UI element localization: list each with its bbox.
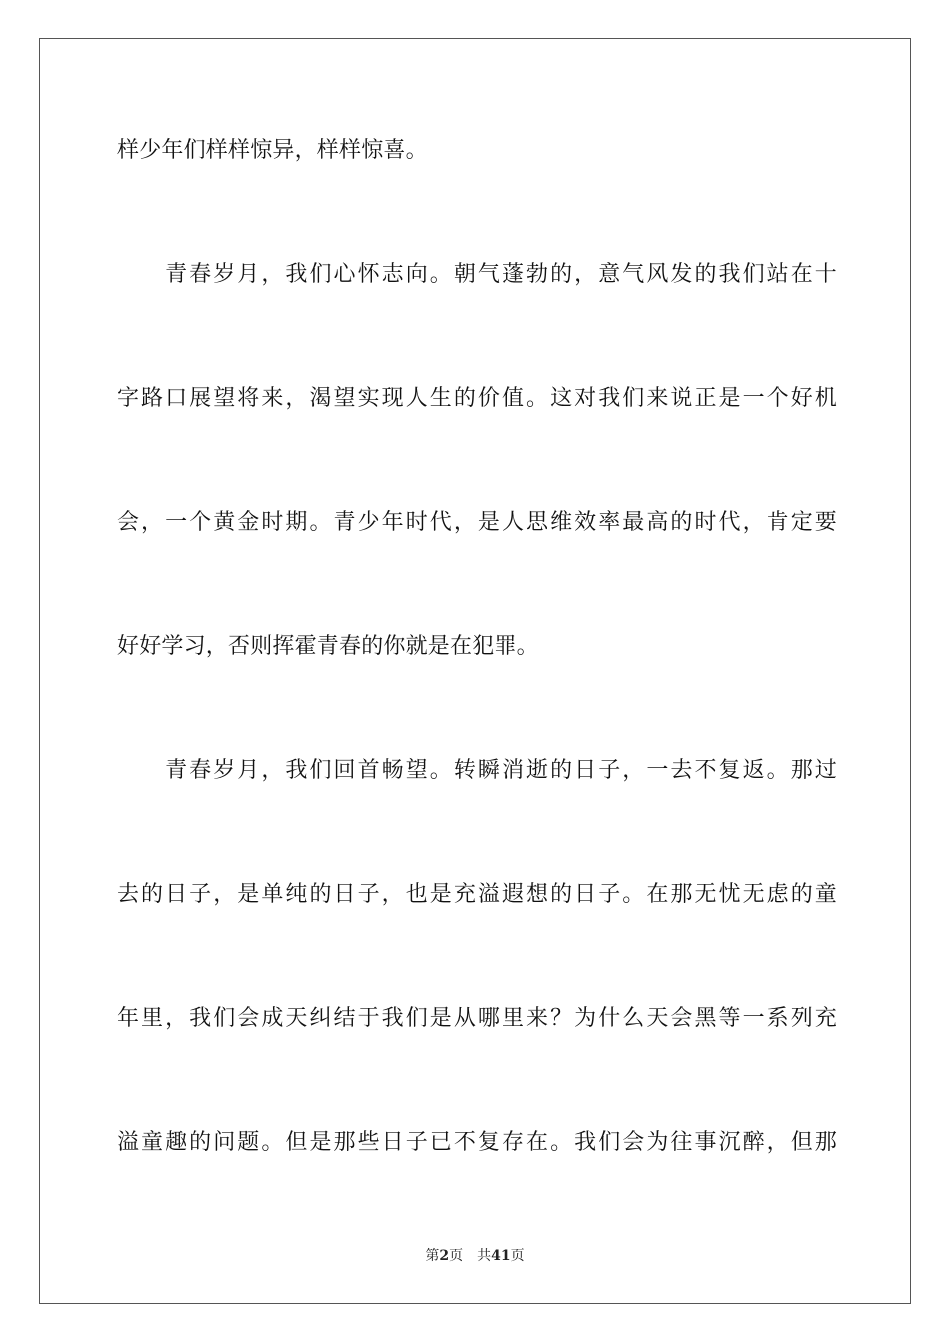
text-line-8: 年里，我们会成天纠结于我们是从哪里来？为什么天会黑等一系列充 — [117, 1006, 837, 1031]
page-suffix: 页 — [449, 1248, 464, 1264]
text-line-4: 会，一个黄金时期。青少年时代，是人思维效率最高的时代，肯定要 — [117, 510, 837, 535]
page-footer — [0, 1247, 950, 1265]
text-line-6: 青春岁月，我们回首畅望。转瞬消逝的日子，一去不复返。那过 — [117, 758, 837, 783]
text-line-5: 好好学习，否则挥霍青春的你就是在犯罪。 — [117, 634, 539, 659]
text-line-3: 字路口展望将来，渴望实现人生的价值。这对我们来说正是一个好机 — [117, 386, 837, 411]
page-number: 2 — [439, 1248, 450, 1264]
total-pages: 41 — [491, 1248, 511, 1264]
text-line-9: 溢童趣的问题。但是那些日子已不复存在。我们会为往事沉醉，但那 — [117, 1130, 837, 1155]
text-line-2: 青春岁月，我们心怀志向。朝气蓬勃的，意气风发的我们站在十 — [117, 262, 837, 287]
page-border — [39, 38, 911, 1304]
text-line-1: 样少年们样样惊异，样样惊喜。 — [117, 138, 428, 163]
total-suffix: 页 — [510, 1248, 525, 1264]
text-line-7: 去的日子，是单纯的日子，也是充溢遐想的日子。在那无忧无虑的童 — [117, 882, 837, 907]
total-prefix: 共 — [477, 1248, 492, 1264]
page-prefix: 第 — [425, 1248, 440, 1264]
